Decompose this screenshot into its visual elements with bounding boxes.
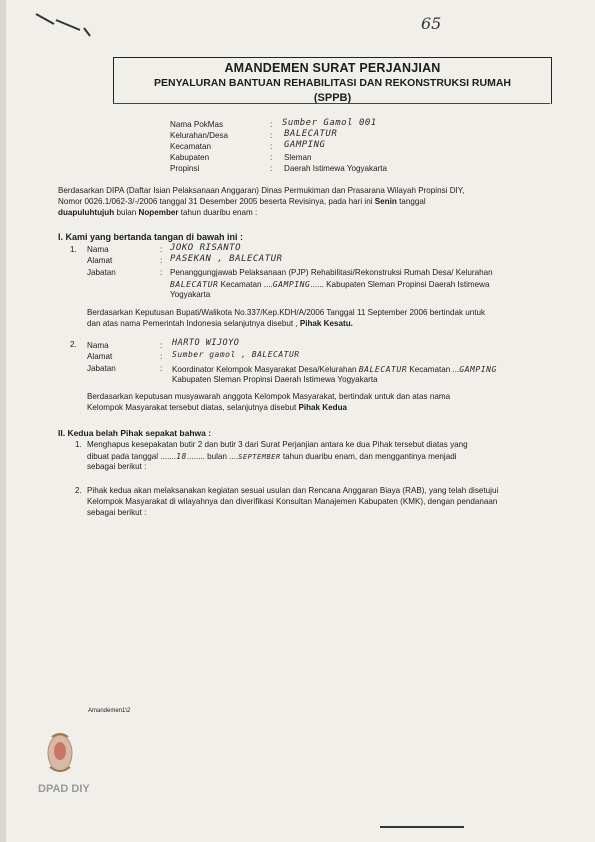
p1-jabatan-kec: Kecamatan .... [220,280,273,289]
p2-jabatan-kec: Kecamatan ... [409,365,460,374]
intro-month: Nopember [138,208,179,217]
intro-day: Senin [374,197,397,206]
p1-basis-l2 [87,319,353,329]
info-label-kecamatan: Kecamatan [170,142,211,151]
crest-seal-icon [42,727,78,779]
p1-jabatan-l2 [170,279,489,290]
info-label-propinsi: Propinsi [170,164,200,173]
intro-date: duapuluhtujuh [58,208,115,217]
info-value-kabupaten: Sleman [284,153,312,162]
sep: : [160,364,163,373]
sep: : [160,352,163,361]
p1-jabatan-l3: Yogyakarta [170,290,211,299]
p1-nama-label: Nama [87,245,109,254]
intro-bulan: bulan [116,208,137,217]
s2-item2-l2: Kelompok Masyarakat di wilayahnya dan diverifikasi Konsultan Manajemen Kabupaten (KMK), dengan pendanaan [87,497,498,506]
p1-num: 1. [70,245,77,254]
p2-alamat-value: Sumber gamol , BALECATUR [172,350,300,359]
s2-item1-date: 18 [176,451,187,461]
intro-line2-text: Nomor 0026.1/062-3/-/2006 tanggal 31 Desember 2005 beserta Revisinya, pada hari ini [58,197,373,206]
intro-year: tahun duaribu enam : [180,208,258,217]
footer-code: Amandemen1\2 [88,708,131,714]
s2-item1-date-pre: dibuat pada tanggal ....... [87,452,177,461]
p1-jabatan-l1: Penanggungjawab Pelaksanaan (PJP) Rehabilitasi/Rekonstruksi Rumah Desa/ Kelurahan [170,268,493,277]
info-label-pokmas: Nama PokMas [170,120,224,129]
p1-jabatan-kab: ...... Kabupaten Sleman Propinsi Daerah Istimewa [310,280,490,289]
p2-num: 2. [70,340,77,349]
info-sep: : [270,142,273,151]
info-sep: : [270,153,273,162]
intro-line2 [58,197,426,207]
p2-jabatan-label: Jabatan [87,364,116,373]
p1-alamat-value: PASEKAN , BALECATUR [170,254,283,264]
p2-jabatan-desa: BALECATUR [358,364,408,374]
p2-jabatan-l1 [172,364,497,375]
corner-scribble [34,8,114,38]
p1-basis-l1: Berdasarkan Keputusan Bupati/Walikota No.337/Kep.KDH/A/2006 Tanggal 11 September 2006 bertindak untuk [87,308,486,317]
page-number: 65 [421,14,442,33]
p2-jabatan-l2: Kabupaten Sleman Propinsi Daerah Istimewa Yogyakarta [172,375,378,384]
p2-basis-l1: Berdasarkan keputusan musyawarah anggota Kelompok Masyarakat, bertindak untuk dan atas nama [87,392,451,401]
sep: : [160,245,163,254]
p2-basis-party: Pihak Kedua [298,403,348,412]
info-value-kelurahan: BALECATUR [284,129,338,139]
s2-item1-bulan: ........ bulan .... [186,452,239,461]
doc-abbr: (SPPB) [313,92,352,104]
s2-item2-l3: sebagai berikut : [87,508,147,517]
s2-item1-num: 1. [75,440,82,449]
title-divider [113,103,550,104]
p2-jabatan-text: Koordinator Kelompok Masyarakat Desa/Kelurahan [172,365,357,374]
section2-heading: II. Kedua belah Pihak sepakat bahwa : [58,428,212,438]
p1-basis-party: Pihak Kesatu. [299,319,353,328]
bottom-rule [380,826,464,828]
p2-basis-text: Kelompok Masyarakat tersebut diatas, selanjutnya disebut [87,403,297,412]
info-sep: : [270,164,273,173]
p2-jabatan-kec-value: GAMPING [459,364,497,374]
p1-jabatan-desa: BALECATUR [170,279,219,289]
info-sep: : [270,131,273,140]
p2-basis-l2 [87,403,347,413]
p1-alamat-label: Alamat [87,256,113,265]
scan-edge [0,0,6,842]
doc-title: AMANDEMEN SURAT PERJANJIAN [224,61,441,75]
watermark: DPAD DIY [38,783,90,795]
info-label-kelurahan: Kelurahan/Desa [170,131,229,140]
section1-heading: I. Kami yang bertanda tangan di bawah ini : [58,232,244,242]
intro-tanggal: tanggal [399,197,426,206]
s2-item2-num: 2. [75,486,82,495]
p1-jabatan-label: Jabatan [87,268,116,277]
sep: : [160,341,163,350]
s2-item1-l3: sebagai berikut : [87,462,147,471]
s2-item1-month: SEPTEMBER [238,453,281,461]
s2-item1-l2 [87,451,457,462]
p1-jabatan-kec-value: GAMPING [272,279,311,289]
p2-nama-label: Nama [87,341,109,350]
p1-nama-value: JOKO RISANTO [170,243,242,253]
info-label-kabupaten: Kabupaten [170,153,210,162]
intro-line1: Berdasarkan DIPA (Daftar Isian Pelaksanaan Anggaran) Dinas Permukiman dan Prasarana Wilayah Propinsi DIY, [58,186,465,195]
info-value-kecamatan: GAMPING [284,140,326,150]
s2-item2-l1: Pihak kedua akan melaksanakan kegiatan sesuai usulan dan Rencana Anggaran Biaya (RAB), yang telah disetujui [87,486,499,495]
doc-subtitle: PENYALURAN BANTUAN REHABILITASI DAN REKONSTRUKSI RUMAH [153,77,511,89]
sep: : [160,256,163,265]
s2-item1-year: tahun duaribu enam, dan menggantinya menjadi [282,452,457,461]
info-value-pokmas: Sumber Gamol 001 [282,118,377,128]
sep: : [160,268,163,277]
s2-item1-l1: Menghapus kesepakatan butir 2 dan butir 3 dari Surat Perjanjian antara ke dua Pihak tersebut diatas yang [87,440,468,449]
intro-line3 [58,208,257,218]
info-sep: : [270,120,273,129]
info-value-propinsi: Daerah Istimewa Yogyakarta [284,164,388,173]
title-box [113,57,552,104]
p2-alamat-label: Alamat [87,352,113,361]
p2-nama-value: HARTO WIJOYO [172,338,240,348]
p1-basis-text: dan atas nama Pemerintah Indonesia selanjutnya disebut , [87,319,298,328]
